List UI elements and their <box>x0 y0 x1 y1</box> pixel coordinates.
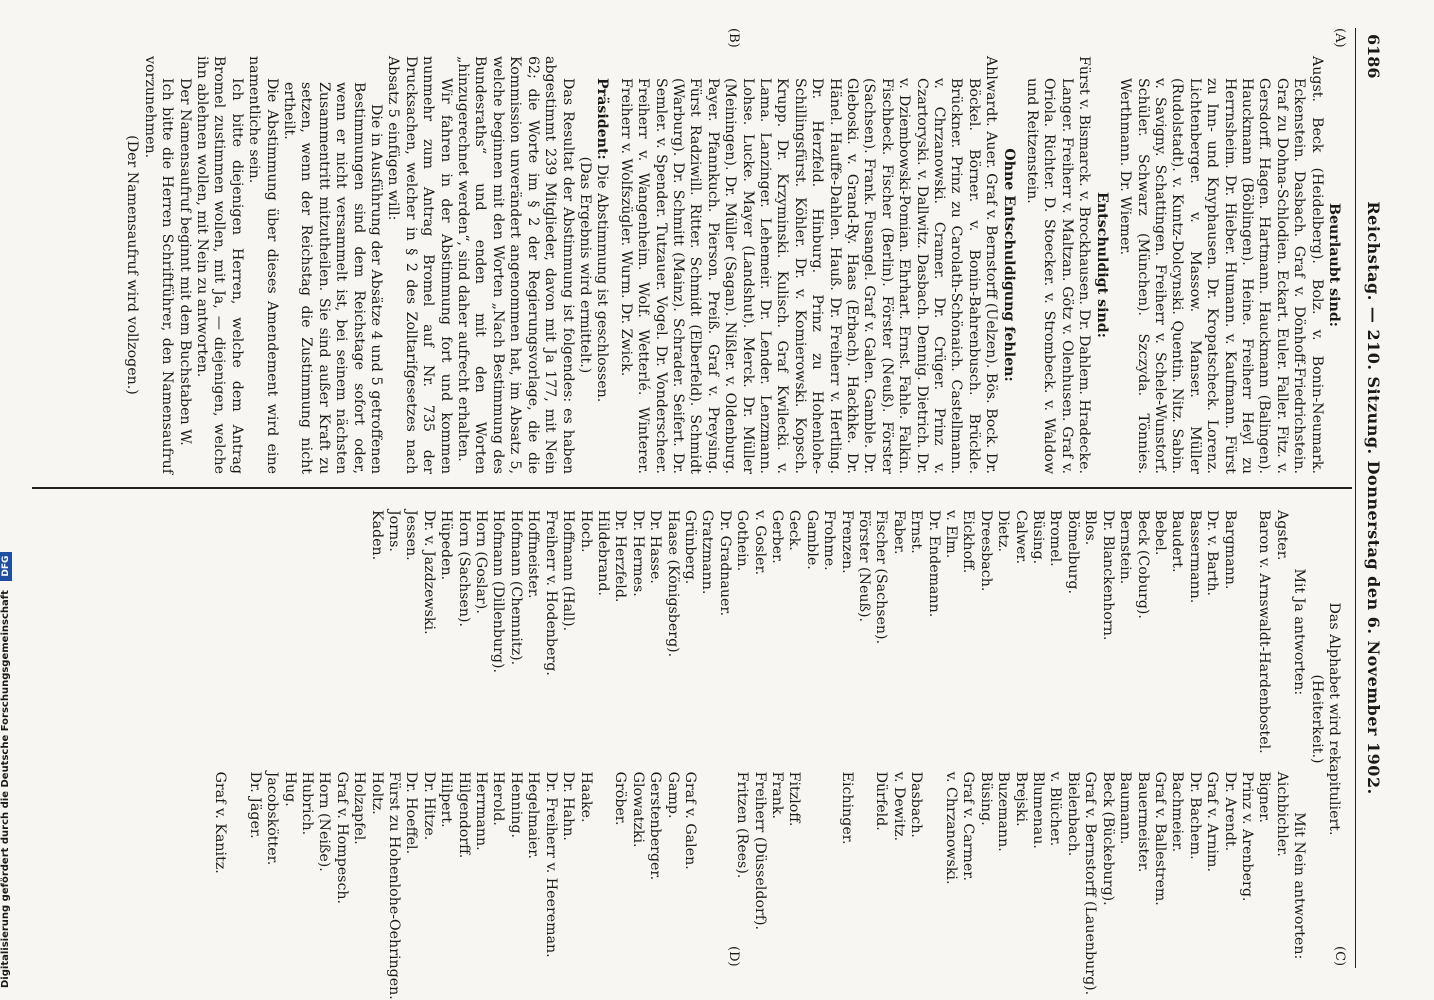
left-column <box>123 56 1342 474</box>
voter-name: Dr. v. Barth. <box>1204 510 1221 596</box>
voter-name: Herrmann. <box>473 771 490 851</box>
voter-name: Horn (Sachsen). <box>455 510 472 627</box>
voter-name: Bargmann. <box>1221 510 1238 590</box>
margin-marker-b: (B) <box>726 28 741 48</box>
voter-name: Graf v. Hompesch. <box>333 771 350 905</box>
voter-name: v. Elm. <box>943 510 960 559</box>
voter-name: Frohme. <box>821 510 838 571</box>
ohne-heading: Ohne Entschuldigung fehlen: <box>1000 148 1017 382</box>
margin-marker-a: (A) <box>1332 28 1347 48</box>
column-divider <box>32 487 1352 489</box>
nein-heading: Mit Nein antworten: <box>1291 812 1308 960</box>
vollzogen-note: (Der Namensaufruf wird vollzogen.) <box>124 135 141 395</box>
margin-marker-c: (C) <box>1332 946 1347 967</box>
voter-name: Freiherr v. Hodenberg. <box>542 510 559 676</box>
voter-name <box>924 772 941 1000</box>
voter-name: Beck (Coburg). <box>1134 510 1151 619</box>
entschuldigt-list: Fürst v. Bismarck. v. Brockhausen. Dr. Dahlem. Hradecke. Langer. Freiherr v. Maltzan. Götz v. Olenhusen. Graf v. Oriola. Richter. D. Stoecker. v. Strombeck. v. Waldow und Reitzenstein. <box>1024 56 1093 474</box>
voter-name <box>594 772 611 1000</box>
voter-name: Eichinger. <box>838 771 855 845</box>
voter-name: Fitzloff. <box>786 771 803 827</box>
voter-name: Grünberg. <box>681 510 698 585</box>
voter-name: Hoch. <box>577 510 594 553</box>
beurlaubt-heading: Beurlaubt sind: <box>1326 203 1342 327</box>
voter-name: Gothein. <box>734 510 751 572</box>
voter-name: Dr. Gradnauer. <box>716 510 733 617</box>
voter-name: Baudert. <box>1169 510 1186 573</box>
dfg-logo: DFG <box>0 552 12 581</box>
bitte-schriftfuehrer: Ich bitte die Herren Schriftführer, den Namensaufruf vorzunehmen. <box>141 56 176 474</box>
rekap-line: Das Alphabet wird rekapituliert. <box>1326 602 1342 836</box>
voter-name <box>228 772 245 1000</box>
voter-name: Hegelmaier. <box>525 771 542 860</box>
voter-name: Hoffmeister. <box>525 510 542 599</box>
amendment-quote: Die in Ausführung der Absätze 4 und 5 getroffenen Bestimmungen sind dem Reichstage sofort oder, wenn er nicht versammelt ist, bei seinem nächsten Zusammentritt mitzutheilen. Sie sind außer Kraft zu setzen, wenn der Reichstag die Zustimmung nicht ertheilt. <box>281 82 385 474</box>
voter-name: Gröber. <box>612 771 629 826</box>
voter-name: Calwer. <box>1012 510 1029 565</box>
voter-name: Hofmann (Dillenburg). <box>490 510 507 674</box>
fahren-paragraph: Wir fahren in der Abstimmung fort und kommen nunmehr zum Antrag Bromel auf Nr. 735 der Drucksachen, welcher in § 2 des Zolltarifgesetzes nach Absatz 5 einfügen will: <box>385 56 454 474</box>
voter-name: Dietz. <box>995 510 1012 552</box>
voter-name: Haake. <box>577 771 594 823</box>
voter-name: Gamp. <box>664 771 681 819</box>
namentliche-paragraph: Die Abstimmung über dieses Amendement wird eine namentliche sein. <box>246 56 280 474</box>
margin-marker-d: (D) <box>726 946 741 967</box>
voter-name: Graf v. Kanitz. <box>212 771 228 874</box>
voter-name: Blumenau. <box>1030 771 1047 849</box>
heiterkeit-note: (Heiterkeit.) <box>1308 674 1325 764</box>
voter-name: Hilgendorff. <box>455 771 472 859</box>
ja-heading: Mit Ja antworten: <box>1291 568 1308 696</box>
voter-name <box>698 772 715 1000</box>
voter-name: Herold. <box>490 771 507 826</box>
ohne-list: Ahlwardt. Auer. Graf v. Bernstorff (Uelzen). Bös. Bock. Dr. Böckel. Börner. v. Bonin-Bahrenbusch. Brückle. Brückner. Prinz zu Carolath-Schönaich. Castellmann. v. Chrzanowski. Cramer. Dr. Crüger. Prinz v. Czartoryski. v. Dallwitz. Dasbach. Dennig. Dietrich. Dr. v. Dziembowski-Pomian. Ehrhart. Ernst. Fahle. Falkin. Fischbeck. Fischer (Berlin). Förster (Neuß). Förster (Sachsen). Frank. Fusangel. Graf v. Galen. Gamble. Dr. Gleboski. v. Grand-Ry. Haas (Erbach). Hackhke. Dr. Hänel. Hauffe-Dahlen. Hauß. Dr. Freiherr v. Hertling. Dr. Herzfeld. Hinburg. Prinz zu Hohenlohe-Schillingsfürst. Köhler. Dr. v. Komierowski. Kopsch. Krupp. Dr. Krzyminski. Kulisch. Graf Kwilecki. v. Lama. Lanzinger. Lehemeir. Dr. Lender. Lenzmann. Lohse. Lucke. Mayer (Landshut). Merck. Dr. Müller (Meiningen). Dr. Müller (Sagan). Nißler. v. Oldenburg. Payer. Pfannkuch. Pierson. Preiß. Graf v. Preysing. Fürst Radziwill. Ritter. Schmidt (Elberfeld). Schmidt (Warburg). Dr. Schmitt (Mainz). Schrader. Seifert. Dr. Semler. v. Spender. Tutzauer. Vogel. Dr. Vonderscheer. Freiherr v. Wangenheim. Wolf. Wetterlé. Winterer. Freiherr v. Wolfszügler. Wurm. Dr. Zwick. <box>617 56 1000 474</box>
voter-name: Förster (Neuß). <box>856 510 873 623</box>
voter-name: Jorns. <box>386 510 403 552</box>
voter-name <box>1238 510 1255 754</box>
result-paragraph: Das Resultat der Abstimmung ist folgendes: es haben abgestimmt 239 Mitglieder, davon mit Ja 177, mit Nein 62; die Worte im § 2 der Regierungsvorlage, die die Kommission unverändert angenommen hat, im Absatz 5, welche beginnen mit den Worten „Nach Bestimmung des Bundesraths“ und enden mit den Worten „hinzugerechnet werden“, sind daher aufrecht erhalten. <box>455 56 576 474</box>
voter-name: Blos. <box>1082 510 1099 546</box>
voter-name: Faber. <box>890 510 907 555</box>
voter-name: Holzapfel. <box>351 771 368 845</box>
voter-name: Hofmann (Chemnitz). <box>507 510 524 666</box>
voter-name: Dr. v. Jazdzewski. <box>420 510 437 635</box>
voter-name: Dr. Jäger. <box>246 771 263 839</box>
voter-name: Bassermann. <box>1186 510 1203 604</box>
voter-name: v. Gosler. <box>751 510 768 576</box>
voter-name: v. Blücher. <box>1047 771 1064 847</box>
voter-name: Dr. Freiherr v. Heereman. <box>542 771 559 958</box>
voter-name: Graf v. Carmer. <box>960 771 977 882</box>
voter-name: Dr. Arendt. <box>1221 771 1238 852</box>
voter-name: Bebel. <box>1151 510 1168 556</box>
voter-name: Hüpeden. <box>438 510 455 581</box>
ja-list <box>367 510 1290 754</box>
voter-name: Ernst. <box>908 510 925 554</box>
voter-name: Bromel. <box>1047 510 1064 567</box>
voter-name: Fischer (Sachsen). <box>873 510 890 645</box>
voter-name: Büsing. <box>1030 510 1047 565</box>
voter-name: Gratzmann. <box>699 510 716 595</box>
voter-name <box>715 772 732 1000</box>
voter-name: Dr. Endemann. <box>925 510 942 618</box>
page-title: Reichstag. — 210. Sitzung. Donnerstag den 6. November 1902. <box>1364 201 1383 795</box>
beginnt-paragraph: Der Namensaufruf beginnt mit dem Buchstaben W. <box>176 78 193 446</box>
voter-name: Hildebrand. <box>594 510 611 596</box>
voter-name: Hoffmann (Hall). <box>560 510 577 632</box>
voter-name: Gerstenberger. <box>647 771 664 881</box>
entschuldigt-heading: Entschuldigt sind: <box>1093 192 1110 338</box>
voter-name: Dr. Blanckenhorn. <box>1099 510 1116 641</box>
voter-name: Kaden. <box>368 510 385 561</box>
right-column <box>211 510 1342 1000</box>
voter-name: Dr. Herzfeld. <box>612 510 629 603</box>
voter-name: Frenzen. <box>838 510 855 574</box>
voter-name: Dreesbach. <box>977 510 994 592</box>
praesident-statement <box>593 56 610 474</box>
voter-name: Bömelburg. <box>1064 510 1081 594</box>
nein-column <box>211 772 1308 1000</box>
voter-name: Fürst zu Hohenlohe-Oehringen. <box>386 771 403 1000</box>
voter-name <box>820 772 837 1000</box>
voter-name: Dr. Hitze. <box>420 771 437 841</box>
page-header <box>1355 28 1382 968</box>
voter-name <box>802 772 819 1000</box>
voter-name: Bauermeister. <box>1134 771 1151 873</box>
voter-name: Bachmeier. <box>1169 771 1186 853</box>
voter-name: Dr. Bachem. <box>1186 771 1203 860</box>
voter-name: Horn (Neiße). <box>316 771 333 872</box>
ermittelt-note: (Das Ergebnis wird ermittelt.) <box>576 156 593 374</box>
bitte-paragraph: Ich bitte diejenigen Herren, welche dem Antrag Bromel zustimmen wollen, mit Ja, — diejenigen, welche ihn ablehnen wollen, mit Nein zu antworten. <box>194 56 245 474</box>
voter-name: Dr. Hasse. <box>647 510 664 584</box>
voter-name: Prinz v. Arenberg. <box>1238 771 1255 902</box>
voter-name: Dasbach. <box>908 771 925 838</box>
voter-name: Graf v. Bernstorff (Lauenburg). <box>1082 771 1099 996</box>
digitization-text: Digitalisierung gefördert durch die Deutsche Forschungsgemeinschaft <box>0 590 11 988</box>
voter-name: Gamble. <box>803 510 820 570</box>
voter-name: Gerber. <box>769 510 785 564</box>
voter-name: Hug. <box>281 771 298 807</box>
voter-name: Haase (Königsberg). <box>664 510 681 658</box>
voter-name: Holtz. <box>368 771 385 815</box>
voter-name: Glowatzki. <box>629 771 646 848</box>
voter-name: Hilpert. <box>438 771 455 828</box>
voter-name: v. Dewitz. <box>890 771 907 842</box>
voter-name: Agster. <box>1273 510 1290 561</box>
voter-name: Graf v. Ballestrem. <box>1151 771 1168 906</box>
voter-name: Henning. <box>507 771 524 838</box>
voter-name: Hubrich. <box>299 771 316 836</box>
voter-name: Frank. <box>769 771 785 819</box>
ja-column <box>211 510 1308 754</box>
vote-columns <box>211 510 1308 1000</box>
voter-name: Dr. Hahn. <box>560 771 577 841</box>
voter-name: Eickhoff. <box>960 510 977 574</box>
praesident-label: Präsident: <box>594 78 611 160</box>
voter-name: Graf v. Arnim. <box>1204 771 1221 873</box>
voter-name: Graf v. Galen. <box>681 771 698 870</box>
voter-name: Beck (Bückeburg). <box>1099 771 1116 906</box>
page-number: 6186 <box>1364 34 1383 79</box>
voter-name: Brejski. <box>1012 771 1029 827</box>
voter-name: Dürfeld. <box>873 771 890 831</box>
voter-name: Baumann. <box>1117 771 1134 845</box>
voter-name: Dr. Hermes. <box>629 510 646 597</box>
nein-list <box>211 772 1290 1000</box>
voter-name: Baron v. Arnswaldt-Hardenbostel. <box>1256 510 1273 754</box>
beurlaubt-list: Augst. Beck (Heidelberg). Bolz. v. Bonin-Neumark. Eckenstein. Dasbach. Graf v. Dönhoff-Friedrichstein. Graf zu Dohna-Schlodien. Eckart. Euler. Faller. Fitz. v. Gersdorff. Hagen. Hartmann. Hauckmann (Balingen). Hauckmann (Böblingen). Heine. Freiherr Heyl zu Herrnsheim. Dr. Hieber. Humann. v. Kaufmann. Fürst zu Inn- und Knyphausen. Dr. Kropatscheck. Lorenz. Lichtenberger. v. Massow. Manser. Müller (Rudolstadt). v. Kuntz-Dolcynski. Quentin. Nitz. Sabin. v. Savigny. Schattingen. Freiherr v. Schele-Wunstorf. Schüler. Schwarz (München). Szczyda. Tönnies. Werthmann. Dr. Wiemer. <box>1117 56 1325 474</box>
voter-name: Bielenbach. <box>1064 771 1081 857</box>
voter-name: Jessen. <box>403 510 420 561</box>
voter-name <box>855 772 872 1000</box>
voter-name: Dr. Hoeffel. <box>403 771 420 855</box>
voter-name: Buzemann. <box>995 771 1012 852</box>
voter-name: Aichbichler. <box>1273 771 1290 857</box>
voter-name: Büsing. <box>977 771 994 826</box>
voter-name: Jacobskötter. <box>264 771 281 866</box>
reichstag-page <box>12 28 1383 1000</box>
voter-name: Bigner. <box>1256 771 1273 823</box>
voter-name: Freiherr (Düsseldorf). <box>751 771 768 931</box>
voter-name: Bernstein. <box>1117 510 1134 585</box>
voter-name: v. Chrzanowski. <box>943 771 960 885</box>
voter-name: Horn (Goslar). <box>473 510 490 614</box>
voter-name: Fritzen (Rees). <box>734 771 751 879</box>
voter-name: Geck. <box>786 510 803 551</box>
praesident-text: Die Abstimmung ist geschlossen. <box>594 164 611 403</box>
